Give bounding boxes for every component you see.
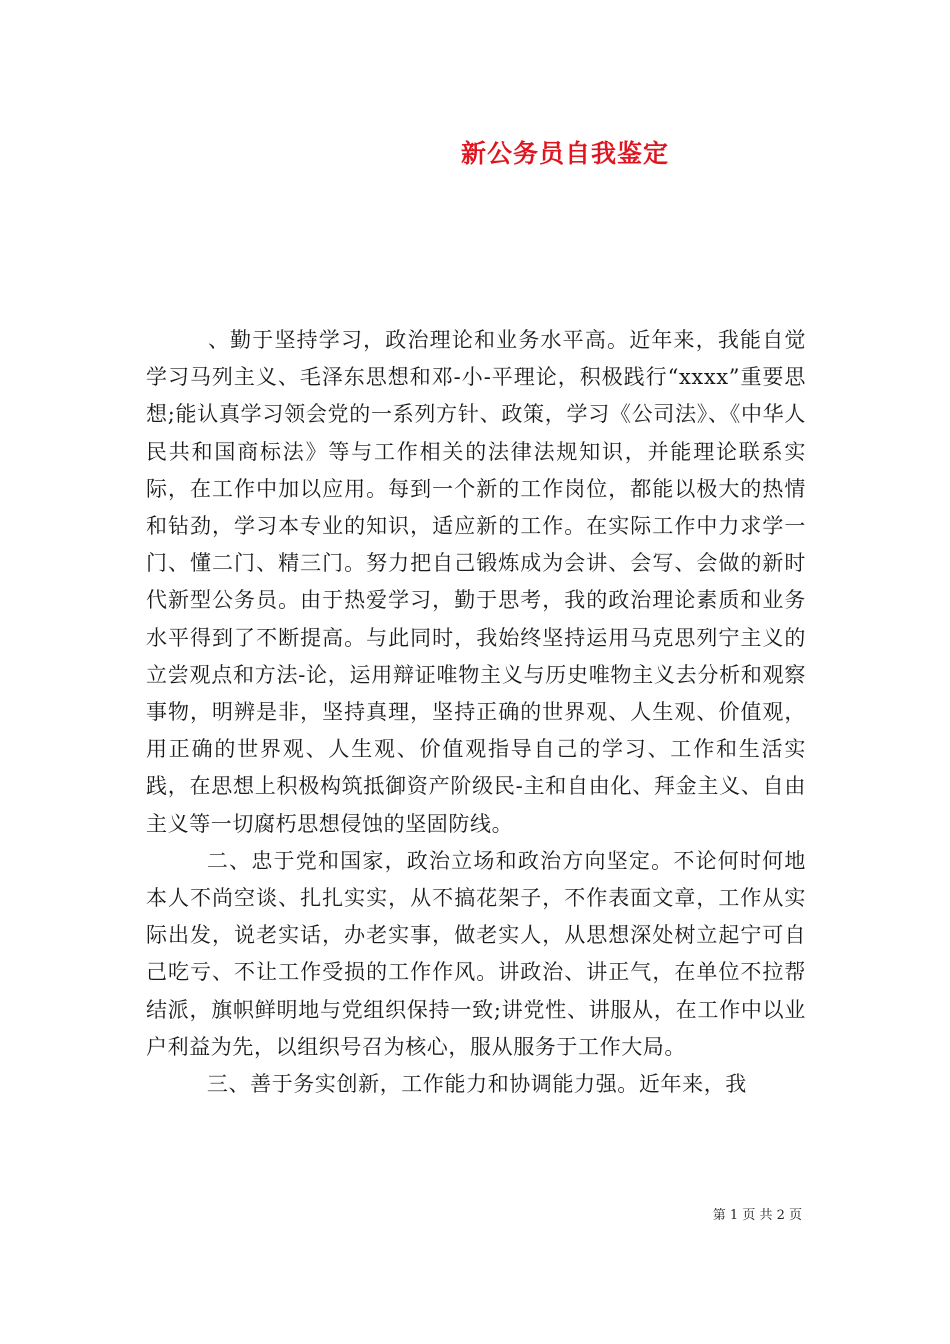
page-number-footer: 第 1 页 共 2 页 [712,1208,802,1223]
document-body [146,322,806,1103]
paragraph-2: 二、忠于党和国家，政治立场和政治方向坚定。不论何时何地本人不尚空谈、扎扎实实，从不搞花架子，不作表面文章，工作从实际出发，说老实话，办老实事，做老实人，从思想深处树立起宁可自己吃亏、不让工作受损的工作作风。讲政治、讲正气，在单位不拉帮结派，旗帜鲜明地与党组织保持一致;讲党性、讲服从，在工作中以业户利益为先，以组织号召为核心，服从服务于工作大局。 [146,848,806,1059]
paragraph-3: 三、善于务实创新，工作能力和协调能力强。近年来，我 [206,1072,747,1097]
document-title: 新公务员自我鉴定 [460,139,669,168]
paragraph-1: 、勤于坚持学习，政治理论和业务水平高。近年来，我能自觉学习马列主义、毛泽东思想和邓-小-平理论，积极践行“xxxx”重要思想;能认真学习领会党的一系列方针、政策，学习《公司法》、《中华人民共和国商标法》等与工作相关的法律法规知识，并能理论联系实际，在工作中加以应用。每到一个新的工作岗位，都能以极大的热情和钻劲，学习本专业的知识，适应新的工作。在实际工作中力求学一门、懂二门、精三门。努力把自己锻炼成为会讲、会写、会做的新时代新型公务员。由于热爱学习，勤于思考，我的政治理论素质和业务水平得到了不断提高。与此同时，我始终坚持运用马克思列宁主义的立尝观点和方法-论，运用辩证唯物主义与历史唯物主义去分析和观察事物，明辨是非，坚持真理，坚持正确的世界观、人生观、价值观，用正确的世界观、人生观、价值观指导自己的学习、工作和生活实践，在思想上积极构筑抵御资产阶级民-主和自由化、拜金主义、自由主义等一切腐朽思想侵蚀的坚固防线。 [146,328,806,836]
